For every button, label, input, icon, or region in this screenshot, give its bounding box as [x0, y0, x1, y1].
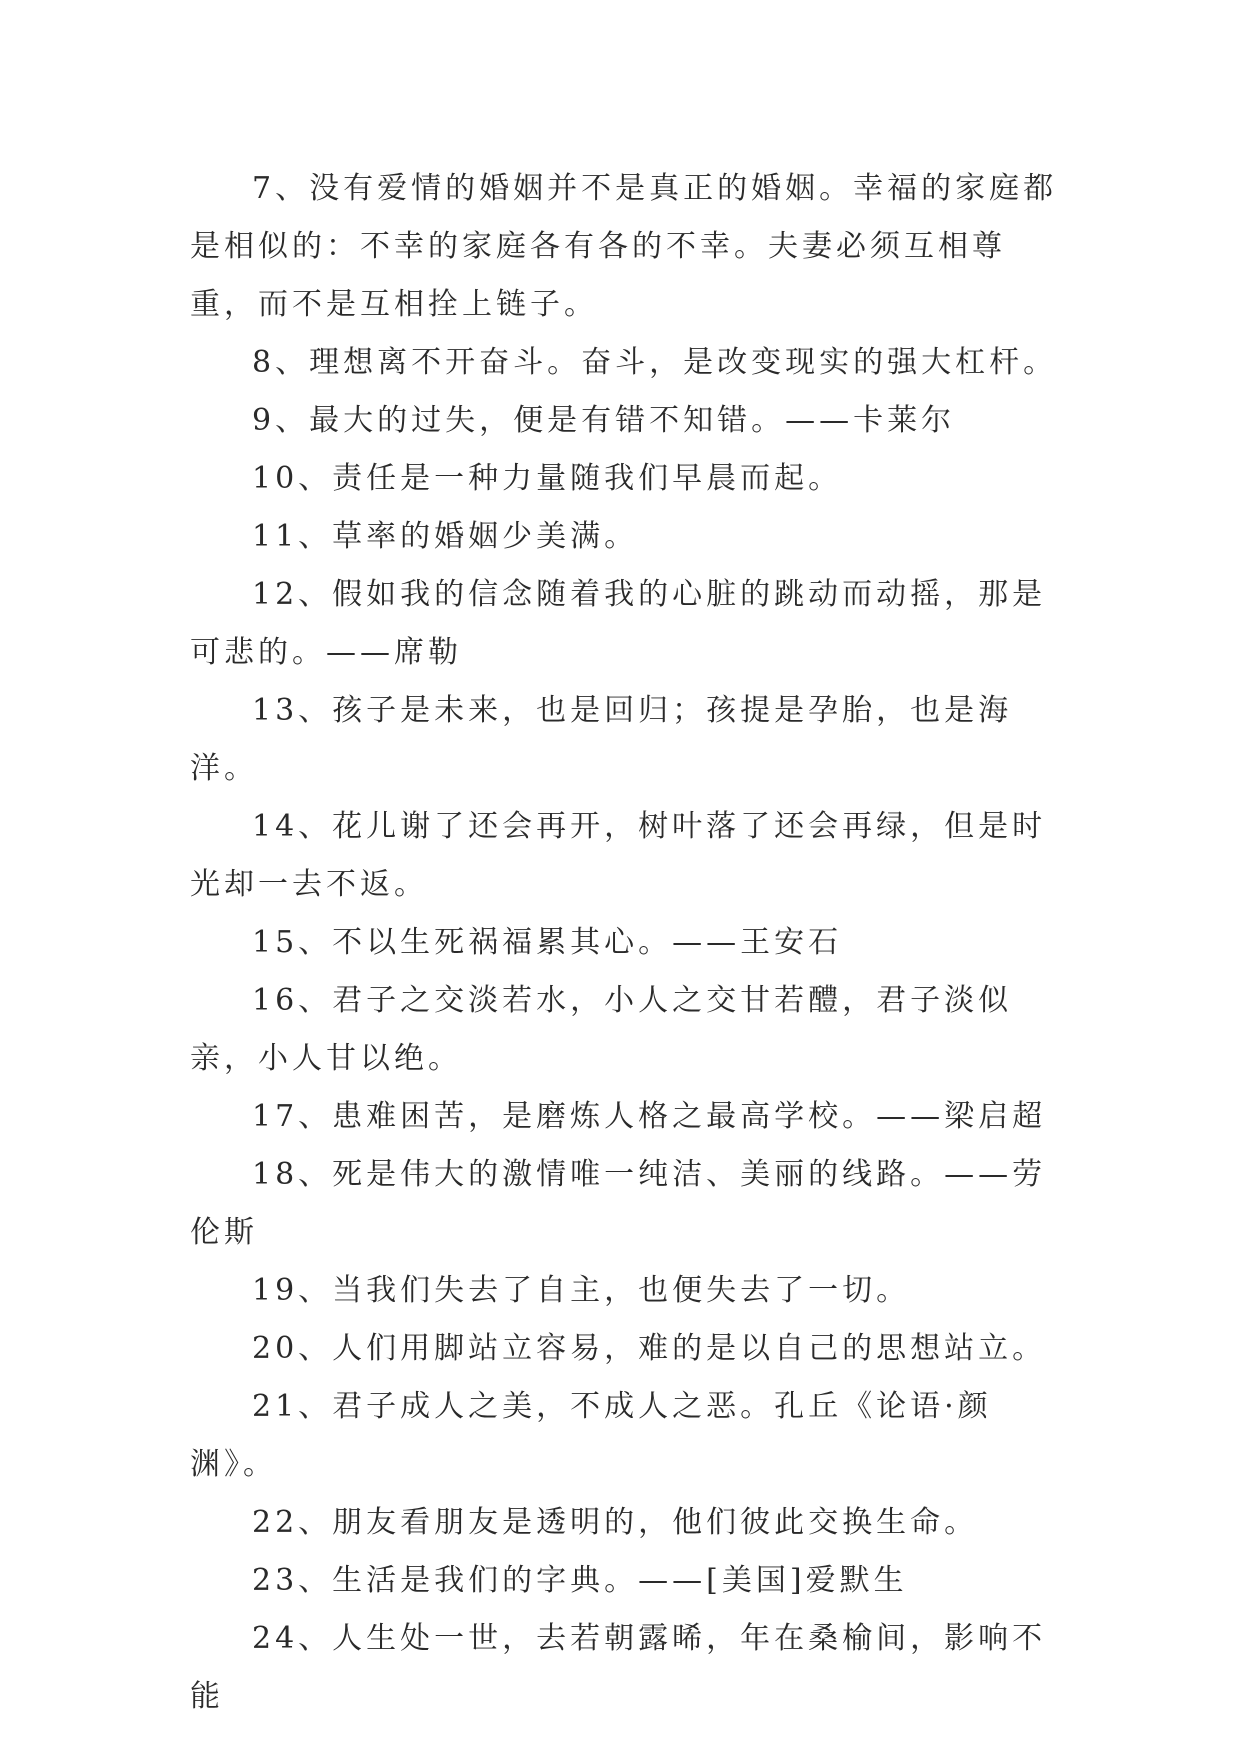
- quote-paragraph-22: 22、朋友看朋友是透明的，他们彼此交换生命。: [252, 1505, 979, 1540]
- quote-paragraph-20: 20、人们用脚站立容易，难的是以自己的思想站立。: [252, 1331, 1047, 1366]
- quote-paragraph-11: 11、草率的婚姻少美满。: [252, 519, 639, 554]
- quote-paragraph-10: 10、责任是一种力量随我们早晨而起。: [252, 461, 843, 496]
- quote-paragraph-8: 8、理想离不开奋斗。奋斗，是改变现实的强大杠杆。: [252, 345, 1058, 380]
- quote-paragraph-12: 12、假如我的信念随着我的心脏的跳动而动摇，那是可悲的。——席勒: [190, 577, 1047, 670]
- quote-paragraph-21: 21、君子成人之美，不成人之恶。孔丘《论语·颜渊》。: [190, 1389, 992, 1482]
- quote-paragraph-23: 23、生活是我们的字典。——[美国]爱默生: [252, 1563, 908, 1598]
- quote-paragraph-24: 24、人生处一世，去若朝露晞，年在桑榆间，影响不能: [190, 1621, 1047, 1714]
- quote-paragraph-18: 18、死是伟大的激情唯一纯洁、美丽的线路。——劳伦斯: [190, 1157, 1047, 1250]
- quote-paragraph-16: 16、君子之交淡若水，小人之交甘若醴，君子淡似亲，小人甘以绝。: [190, 983, 1013, 1076]
- quote-paragraph-13: 13、孩子是未来，也是回归；孩提是孕胎，也是海洋。: [190, 693, 1013, 786]
- quote-list: [190, 160, 1070, 1726]
- quote-paragraph-19: 19、当我们失去了自主，也便失去了一切。: [252, 1273, 911, 1308]
- quote-paragraph-14: 14、花儿谢了还会再开，树叶落了还会再绿，但是时光却一去不返。: [190, 809, 1047, 902]
- quote-paragraph-7: 7、没有爱情的婚姻并不是真正的婚姻。幸福的家庭都是相似的：不幸的家庭各有各的不幸。夫妻必须互相尊重，而不是互相拴上链子。: [190, 171, 1058, 322]
- quote-paragraph-15: 15、不以生死祸福累其心。——王安石: [252, 925, 843, 960]
- quote-paragraph-17: 17、患难困苦，是磨炼人格之最高学校。——梁启超: [252, 1099, 1047, 1134]
- quote-paragraph-9: 9、最大的过失，便是有错不知错。——卡莱尔: [252, 403, 956, 438]
